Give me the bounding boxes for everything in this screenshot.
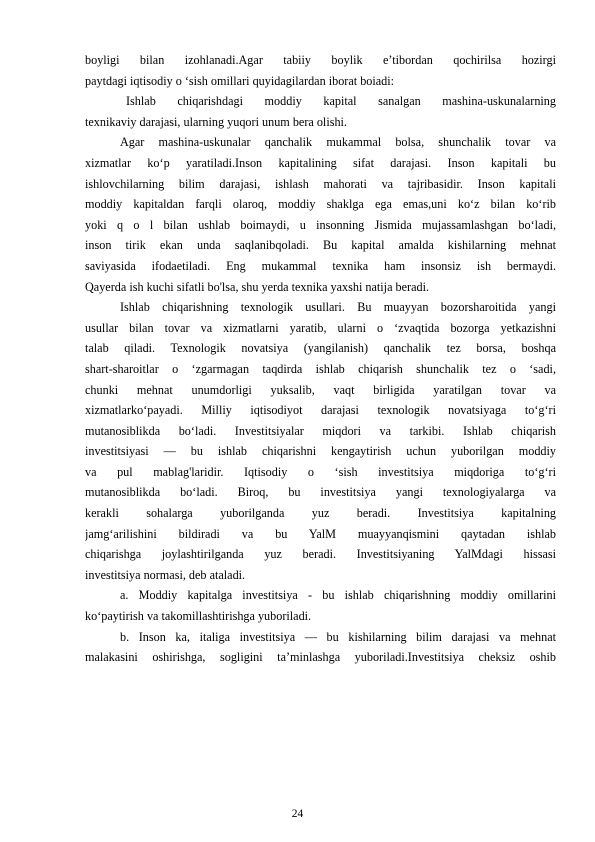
text-line: a. Moddiy kapitalga investitsiya - bu ishlab chiqarishning moddiy omillarini	[120, 588, 556, 603]
text-line: investitsiya normasi, deb ataladi.	[85, 567, 246, 582]
page-number: 24	[291, 808, 304, 820]
text-line: Ishlab chiqarishning texnologik usullari. Bu muayyan bozorsharoitida yangi	[120, 300, 556, 315]
text-line: saviyasida ifodaetiladi. Eng mukammal texnika ham insonsiz ish bermaydi.	[85, 258, 556, 273]
text-line: yoki q o l bilan ushlab boimaydi, u insonning Jismida mujassamlashgan bo‘ladi,	[85, 217, 556, 232]
text-line: paytdagi iqtisodiy o ‘sish omillari quyidagilardan iborat boiadi:	[85, 73, 395, 88]
text-line: b. Inson ka, italiga investitsiya — bu kishilarning bilim darajasi va mehnat	[120, 629, 556, 644]
text-line: malakasini oshirishga, sogligini ta’minlashga yuboriladi.Investitsiya cheksiz oshib	[85, 650, 556, 665]
document-page	[85, 50, 556, 668]
text-line: moddiy kapitaldan farqli olaroq, moddiy shaklga ega emas,uni ko‘z bilan ko‘rib	[85, 197, 556, 212]
text-line: ko‘paytirish va takomillashtirishga yuboriladi.	[85, 609, 312, 624]
text-line: texnikaviy darajasi, ularning yuqori unum bera olishi.	[85, 114, 347, 129]
text-line: ishlovchilarning bilim darajasi, ishlash mahorati va tajribasidir. Inson kapitali	[85, 176, 556, 191]
text-line: usullar bilan tovar va xizmatlarni yaratib, ularni o ‘zvaqtida bozorga yetkazishni	[85, 320, 556, 335]
text-line: jamg‘arilishini bildiradi va bu YalM muayyanqismini qaytadan ishlab	[85, 526, 556, 541]
text-line: kerakli sohalarga yuborilganda yuz beradi. Investitsiya kapitalning	[85, 506, 556, 521]
text-line: investitsiyasi — bu ishlab chiqarishni kengaytirish uchun yuborilgan moddiy	[85, 444, 556, 459]
text-line: mutanosiblikda bo‘ladi. Biroq, bu investitsiya yangi texnologiyalarga va	[85, 485, 556, 500]
text-line: chiqarishga joylashtirilganda yuz beradi. Investitsiyaning YalMdagi hissasi	[85, 547, 556, 562]
text-line: boyligi bilan izohlanadi.Agar tabiiy boylik e’tibordan qochirilsa hozirgi	[85, 53, 556, 67]
text-line: inson tirik ekan unda saqlanibqoladi. Bu kapital amalda kishilarning mehnat	[85, 238, 556, 253]
text-line: Ishlab chiqarishdagi moddiy kapital sanalgan mashina-uskunalarning	[126, 94, 556, 109]
text-line: mutanosiblikda bo‘ladi. Investitsiyalar miqdori va tarkibi. Ishlab chiqarish	[85, 423, 556, 438]
text-line: xizmatlar ko‘p yaratiladi.Inson kapitalining sifat darajasi. Inson kapitali bu	[85, 155, 556, 170]
text-line: xizmatlarko‘payadi. Milliy iqtisodiyot darajasi texnologik novatsiyaga to‘g‘ri	[85, 403, 556, 418]
text-line: shart-sharoitlar o ‘zgarmagan taqdirda ishlab chiqarish shunchalik tez o ‘sadi,	[85, 361, 556, 376]
text-line: va pul mablag'laridir. Iqtisodiy o ‘sish investitsiya miqdoriga to‘g‘ri	[85, 464, 556, 479]
text-line: Agar mashina-uskunalar qanchalik mukammal bolsa, shunchalik tovar va	[120, 135, 556, 150]
text-line: chunki mehnat unumdorligi yuksalib, vaqt birligida yaratilgan tovar va	[85, 382, 556, 397]
text-line: talab qiladi. Texnologik novatsiya (yangilanish) qanchalik tez borsa, boshqa	[85, 341, 556, 356]
text-line: Qayerda ish kuchi sifatli bo'lsa, shu yerda texnika yaxshi natija beradi.	[85, 279, 430, 294]
document-body-text	[85, 50, 556, 668]
